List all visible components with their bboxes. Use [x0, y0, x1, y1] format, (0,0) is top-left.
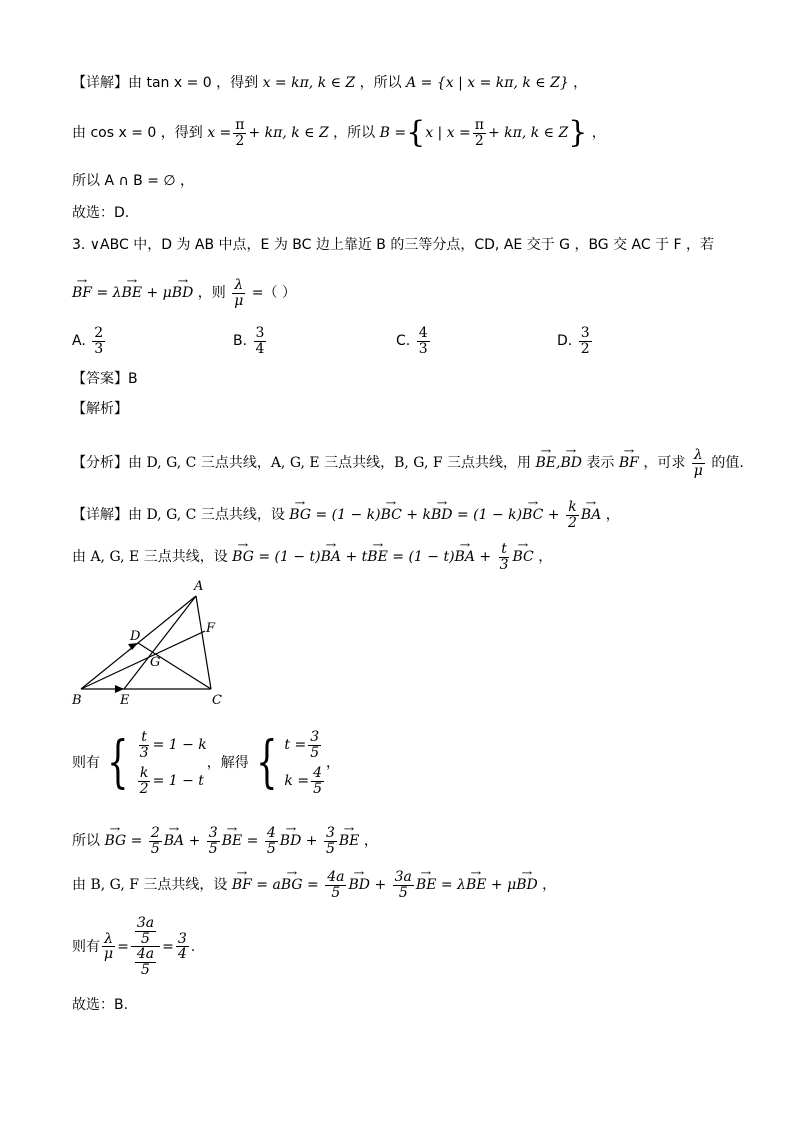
math-expression: + t [341, 549, 368, 566]
math-expression: B = [379, 125, 407, 142]
vector-bc: → BC [522, 508, 543, 522]
option-c[interactable]: C. $\frac{4}{3}$ [396, 325, 428, 357]
vector-be: → BE [339, 834, 360, 848]
option-d[interactable]: D. $\frac{3}{2}$ [557, 325, 590, 357]
solution-k: k = $\frac{4}{5}$ [284, 765, 322, 798]
equation-1: $\frac{t}{3}$ = 1 − k [139, 729, 207, 761]
detail-tag: 【详解】 [72, 507, 128, 524]
vector-ba: → BA [581, 508, 601, 522]
label-e: E [120, 693, 130, 708]
vector-be: → BE [416, 878, 437, 892]
compound-fraction: $\frac{\frac{3a}{5}}{\frac{4a}{5}}$ [131, 916, 160, 978]
math-expression: A = {x | x = kπ, k ∈ Z} [406, 75, 569, 91]
option-a[interactable]: A. $\frac{2}{3}$ [72, 325, 104, 357]
text-segment: ， [568, 75, 588, 91]
solution-t: t = $\frac{3}{5}$ [284, 729, 320, 761]
vector-bd: → BD [560, 456, 582, 470]
answer-line [72, 372, 138, 386]
text-segment: ，所以 [328, 125, 380, 142]
question-stem: 3. ∨ABC 中，D 为 AB 中点，E 为 BC 边上靠近 B 的三等分点，CD, AE 交于 G ，BG 交 AC 于 F ，若 [72, 237, 715, 253]
solution-line-3: 所以 A ∩ B = ∅ ， [72, 173, 195, 189]
choose-line: 故选：D. [72, 205, 130, 221]
vector-bf: → BF [619, 456, 639, 470]
label-a: A [194, 579, 204, 594]
text-segment: 表示 [581, 455, 619, 472]
text-segment: ， [601, 507, 620, 524]
vector-be: → BE [466, 878, 487, 892]
vector-bf: → BF [232, 878, 252, 892]
fraction: $\frac{\pi}{2}$ [474, 117, 484, 149]
detail-line-1 [72, 500, 620, 530]
equation-system [72, 730, 340, 797]
analysis-line [72, 448, 744, 478]
vector-bd: → BD [431, 508, 453, 522]
vector-bg: → BG [289, 508, 311, 522]
vector-bc: → BC [381, 508, 402, 522]
analysis-tag: 【解析】 [72, 401, 128, 417]
vector-bf: → BF [72, 286, 92, 300]
text-segment: 则有 [72, 755, 100, 772]
text-segment: ， [533, 549, 553, 566]
text-segment: ，所以 [355, 75, 407, 91]
answer-value: B [128, 371, 138, 387]
label-f: F [206, 621, 216, 636]
text-segment: =（ ） [247, 285, 296, 302]
solution-line-2 [72, 115, 606, 151]
left-brace: { [107, 730, 129, 796]
bg-line: 所以 → BG = $\frac{2}{5}$ → BA + $\frac{3}{5}$ → BE = $\frac{4}{5}$ → BD + $\frac{3}{5}$ → BE ， [72, 826, 378, 856]
arrow-bd-head [128, 643, 138, 650]
final-answer-line: 故选：B. [72, 997, 129, 1013]
math-expression: x | x = [425, 125, 471, 142]
analysis-sub-tag: 【分析】 [72, 455, 128, 472]
math-expression: = (1 − t) [253, 549, 321, 566]
vector-bg: → BG [281, 878, 303, 892]
system-equations [136, 730, 207, 797]
text-segment: 的值. [706, 455, 744, 472]
arrow-be-head [115, 685, 124, 693]
vector-ba: → BA [164, 834, 184, 848]
text-segment: 由 B, G, F 三点共线，设 [72, 877, 232, 894]
vector-bd: → BD [348, 878, 370, 892]
triangle-figure [66, 574, 246, 714]
fraction: $\frac{\lambda}{\mu}$ [234, 277, 244, 309]
text-segment: 由 D, G, C 三点共线，A, G, E 三点共线，B, G, F 三点共线，用 [128, 455, 536, 472]
math-expression: + kπ, k ∈ Z [248, 125, 329, 142]
text-segment: 由 A, G, E 三点共线，设 [72, 549, 233, 566]
text-segment: ，可求 [638, 455, 690, 472]
math-expression: + μ [142, 285, 172, 302]
result-line: 则有 $\frac{\lambda}{\mu}$ = $\frac{\frac{3a}{5}}{\frac{4a}{5}}$ = $\frac{3}{4}$ . [72, 915, 196, 979]
vector-be: → BE [367, 550, 388, 564]
label-b: B [72, 693, 82, 708]
solution-equations [284, 730, 326, 797]
label-g: G [150, 655, 161, 670]
segment-bf [81, 631, 205, 689]
vector-bd: → BD [280, 834, 302, 848]
label-c: C [212, 693, 222, 708]
math-expression: x = kπ, k ∈ Z [262, 75, 356, 91]
left-brace: { [406, 115, 426, 151]
text-segment: ，则 [193, 285, 231, 302]
question-stem-line-2 [72, 278, 296, 308]
segment-dc [138, 643, 211, 689]
math-expression: = (1 − k) [311, 507, 381, 524]
vector-be: → BE [535, 456, 556, 470]
detail-tag: 【详解】 [72, 75, 128, 91]
fraction: $\frac{\pi}{2}$ [235, 117, 245, 149]
vector-bd: → BD [516, 878, 538, 892]
math-expression: x = [207, 125, 232, 142]
text-segment: ，解得 [206, 755, 249, 772]
vector-be: → BE [222, 834, 243, 848]
detail-line-2 [72, 542, 552, 572]
bf-line: 由 B, G, F 三点共线，设 → BF = a→ BG = $\frac{4a}{5}$ → BD + $\frac{3a}{5}$ → BE = λ→ BE + μ→ BD ， [72, 870, 556, 900]
vector-be: → BE [122, 286, 143, 300]
text-segment: ， [326, 755, 340, 772]
math-expression: + kπ, k ∈ Z [487, 125, 569, 142]
segment-ac [196, 596, 211, 689]
math-expression: + [474, 549, 496, 566]
right-brace: } [568, 115, 588, 151]
math-expression: = (1 − t) [387, 549, 455, 566]
vector-bg: → BG [232, 550, 254, 564]
text-segment: ， [587, 125, 606, 142]
math-expression: + k [401, 507, 431, 524]
vector-bg: → BG [104, 834, 126, 848]
comma: , [556, 455, 561, 472]
text-segment: 由 cos x = 0 ，得到 [72, 125, 208, 142]
fraction: $\frac{t}{3}$ [499, 541, 509, 573]
text-segment: 由 D, G, C 三点共线，设 [128, 507, 290, 524]
vector-bc: → BC [513, 550, 534, 564]
solution-line-1 [72, 76, 587, 90]
fraction: $\frac{\lambda}{\mu}$ [693, 447, 703, 479]
vector-bd: → BD [172, 286, 194, 300]
equation-2: $\frac{k}{2}$ = 1 − t [139, 765, 204, 798]
text-segment: 由 tan x = 0 ，得到 [128, 75, 263, 91]
vector-ba: → BA [321, 550, 341, 564]
label-d: D [130, 629, 141, 644]
fraction: $\frac{k}{2}$ [567, 499, 577, 531]
vector-ba: → BA [455, 550, 475, 564]
math-expression: = λ [92, 285, 122, 302]
text-segment: 则有 [72, 938, 100, 955]
left-brace: { [255, 730, 278, 796]
option-b[interactable]: B. $\frac{3}{4}$ [233, 325, 265, 357]
text-segment: 所以 [72, 833, 105, 850]
math-expression: + [543, 507, 564, 524]
answer-tag: 【答案】 [72, 371, 128, 387]
math-expression: = (1 − k) [452, 507, 523, 524]
